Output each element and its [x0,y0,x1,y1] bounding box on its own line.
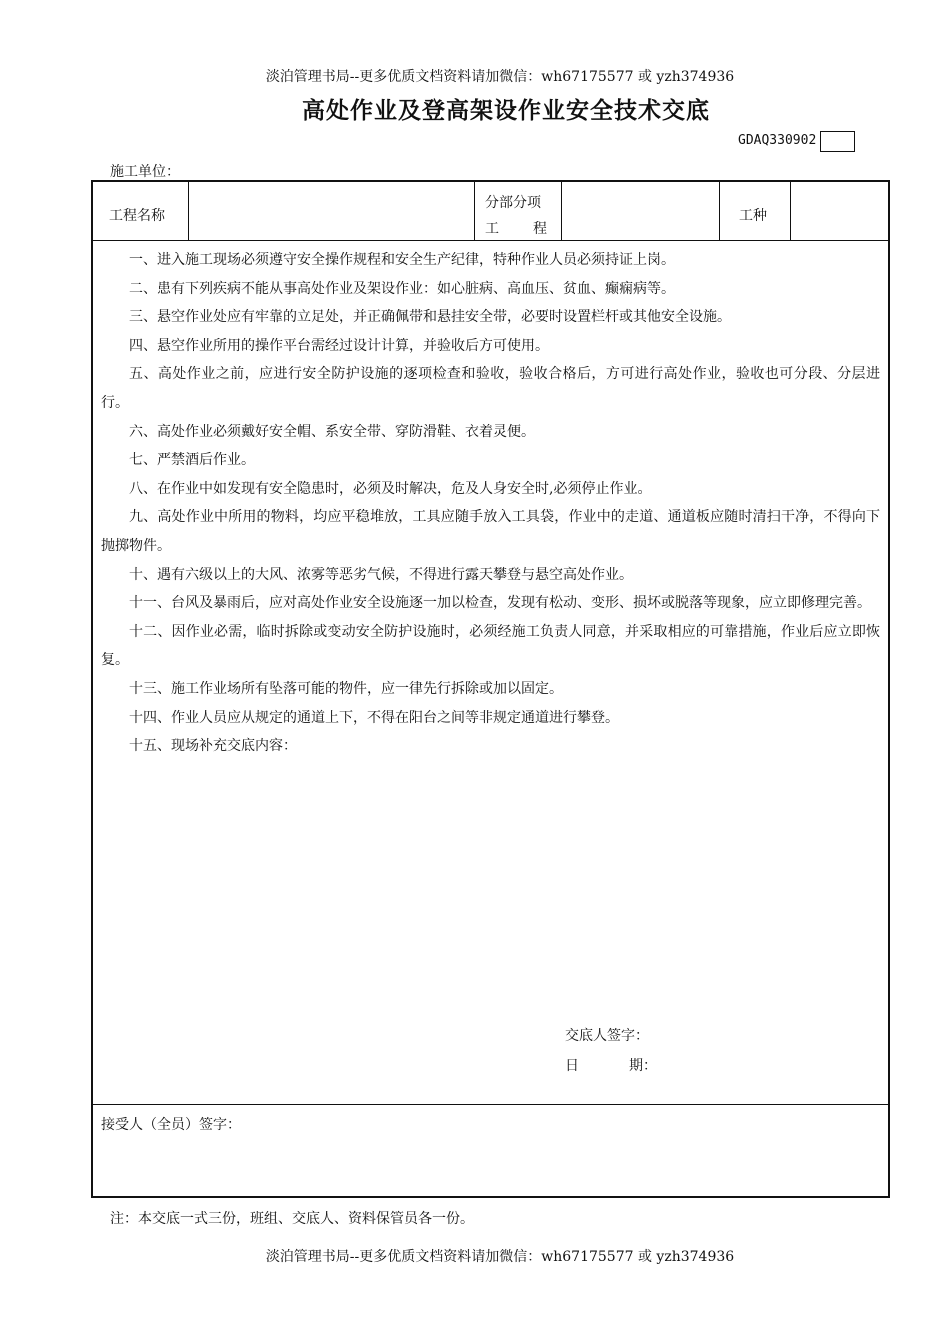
divider [719,182,720,240]
list-item: 十二、因作业必需，临时拆除或变动安全防护设施时，必须经施工负责人同意，并采取相应的可靠措施，作业后应立即恢复。 [101,623,880,669]
divider [790,182,791,240]
list-item: 八、在作业中如发现有安全隐患时，必须及时解决，危及人身安全时,必须停止作业。 [129,480,652,497]
date-label-char-a: 日 [565,1058,579,1074]
list-item: 三、悬空作业处应有牢靠的立足处，并正确佩带和悬挂安全带，必要时设置栏杆或其他安全设施。 [129,309,731,326]
divider [474,182,475,240]
list-item: 六、高处作业必须戴好安全帽、系安全带、穿防滑鞋、衣着灵便。 [129,423,535,440]
footnote: 注：本交底一式三份，班组、交底人、资料保管员各一份。 [110,1211,474,1227]
form-code-box [820,131,855,152]
subproject-label [485,190,547,242]
divider [561,182,562,240]
subproject-label-line2 [485,216,547,242]
date-label [565,1055,655,1075]
project-name-label: 工程名称 [109,208,165,224]
list-item: 十三、施工作业场所有坠落可能的物件，应一律先行拆除或加以固定。 [129,680,563,697]
subproject-label-char-b: 程 [533,221,547,237]
list-item: 九、高处作业中所用的物料，均应平稳堆放，工具应随手放入工具袋，作业中的走道、通道板应随时清扫干净，不得向下抛掷物件。 [101,509,880,554]
date-label-char-b: 期： [629,1058,657,1074]
list-item: 一、进入施工现场必须遵守安全操作规程和安全生产纪律，特种作业人员必须持证上岗。 [129,252,675,268]
footer-watermark-text: 淡泊管理书局--更多优质文档资料请加微信：wh67175577 或 yzh374936 [265,1249,735,1265]
list-item: 十四、作业人员应从规定的通道上下，不得在阳台之间等非规定通道进行攀登。 [129,709,619,726]
divider [93,1104,888,1105]
list-item: 十、遇有六级以上的大风、浓雾等恶劣气候，不得进行露天攀登与悬空高处作业。 [129,566,633,583]
disclosure-content [101,246,880,761]
list-item: 二、患有下列疾病不能从事高处作业及架设作业：如心脏病、高血压、贫血、癫痫病等。 [129,280,675,297]
list-item: 十五、现场补充交底内容： [129,738,297,755]
discloser-signature-label: 交底人签字： [565,1028,649,1044]
divider [188,182,189,240]
receiver-signature-label: 接受人（全员）签字： [101,1117,241,1133]
page-title: 高处作业及登高架设作业安全技术交底 [302,98,710,124]
disclosure-form-table [91,180,890,1198]
list-item: 四、悬空作业所用的操作平台需经过设计计算，并验收后方可使用。 [129,337,549,354]
list-item: 五、高处作业之前，应进行安全防护设施的逐项检查和验收，验收合格后，方可进行高处作业，验收也可分段、分层进行。 [101,366,880,411]
construction-unit-label: 施工单位： [110,164,180,180]
list-item: 十一、台风及暴雨后，应对高处作业安全设施逐一加以检查，发现有松动、变形、损坏或脱落等现象，应立即修理完善。 [129,595,871,612]
work-type-label: 工种 [739,208,767,224]
header-watermark-text: 淡泊管理书局--更多优质文档资料请加微信：wh67175577 或 yzh374936 [265,69,735,85]
subproject-label-line1: 分部分项 [485,195,541,211]
form-code: GDAQ330902 [738,133,817,148]
list-item: 七、严禁酒后作业。 [129,452,255,469]
subproject-label-char-a: 工 [485,221,499,237]
